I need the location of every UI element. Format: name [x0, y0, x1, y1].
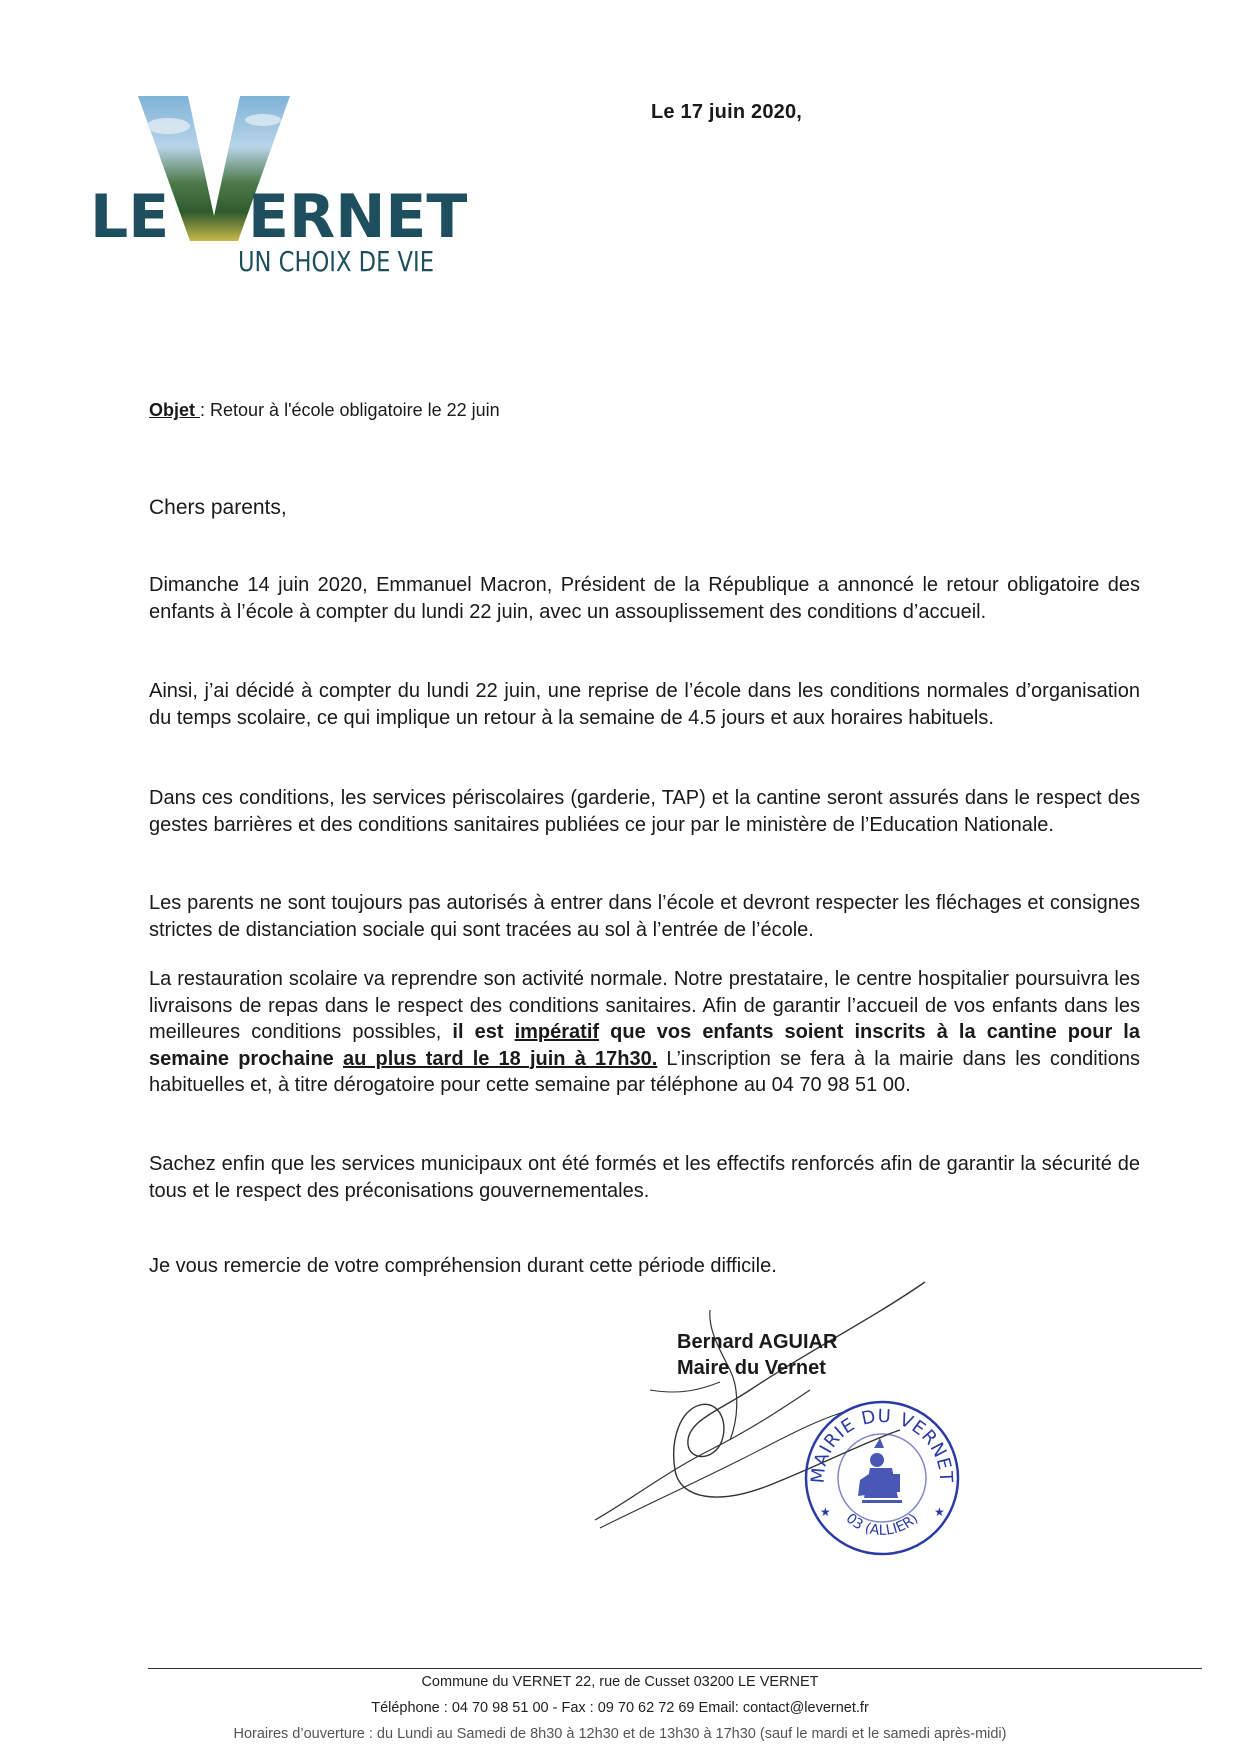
footer-opening-hours: Horaires d’ouverture : du Lundi au Samedi de 8h30 à 12h30 et de 13h30 à 17h30 (sauf le mardi et le samedi après-midi): [233, 1726, 1007, 1742]
footer-divider: [148, 1668, 1202, 1669]
footer-address: Commune du VERNET 22, rue de Cusset 03200 LE VERNET: [421, 1674, 819, 1690]
paragraph-municipal-services: Sachez enfin que les services municipaux ont été formés et les effectifs renforcés afin de garantir la sécurité de tous et le respect des préconisations gouvernementales.: [149, 1153, 1140, 1202]
canteen-bold-2: que vos enfants soient inscrits à la cantine pour la semaine prochaine: [149, 1021, 1140, 1070]
paragraph-parents-access: Les parents ne sont toujours pas autorisés à entrer dans l’école et devront respecter les fléchages et consignes strictes de distanciation sociale qui sont tracées au sol à l’entrée de l’école.: [149, 892, 1140, 941]
signatory-title: Maire du Vernet: [677, 1357, 826, 1379]
subject-line: [149, 400, 500, 421]
le-vernet-logo: [90, 96, 498, 306]
paragraph-school-resumption: Ainsi, j’ai décidé à compter du lundi 22 juin, une reprise de l’école dans les conditions normales d’organisation du temps scolaire, ce qui implique un retour à la semaine de 4.5 jours et aux horaires habituels.: [149, 680, 1140, 729]
svg-text:03 (ALLIER): 03 (ALLIER): [842, 1510, 922, 1539]
paragraph-periscolaire: Dans ces conditions, les services périscolaires (garderie, TAP) et la cantine seront assurés dans le respect des gestes barrières et des conditions sanitaires publiées ce jour par le ministère de l’Education Nationale.: [149, 787, 1140, 836]
logo-text-le: LE: [90, 182, 170, 252]
subject-separator: :: [200, 400, 211, 420]
footer-contact: Téléphone : 04 70 98 51 00 - Fax : 09 70 62 72 69 Email: contact@levernet.fr: [371, 1700, 869, 1716]
logo-text-ernet: ERNET: [248, 182, 468, 252]
subject-label: Objet: [149, 400, 201, 420]
canteen-text-registration: L’inscription se fera à la mairie dans les conditions habituelles et, à titre dérogatoire pour cette semaine par téléphone au 04 70 98 51 00.: [149, 1047, 1140, 1096]
paragraph-announcement: Dimanche 14 juin 2020, Emmanuel Macron, Président de la République a annoncé le retour obligatoire des enfants à l’école à compter du lundi 22 juin, avec un assouplissement des conditions d’accueil.: [149, 574, 1140, 623]
svg-text:★: ★: [934, 1505, 945, 1519]
mairie-stamp: [802, 1398, 962, 1558]
paragraph-canteen: [149, 966, 1140, 1099]
canteen-deadline: au plus tard le 18 juin à 17h30.: [342, 1047, 658, 1070]
logo-graphic: [90, 96, 498, 306]
svg-text:★: ★: [820, 1505, 831, 1519]
logo-tagline: UN CHOIX DE VIE: [238, 245, 434, 278]
letter-date: Le 17 juin 2020,: [651, 101, 803, 123]
salutation: Chers parents,: [149, 496, 287, 519]
canteen-text-intro: La restauration scolaire va reprendre son activité normale. Notre prestataire, le centre hospitalier poursuivra les livraisons de repas dans le respect des conditions sanitaires. Afin de garantir l’accueil de vos enfants dans les meilleures conditions possibles,: [149, 968, 1140, 1043]
subject-text: Retour à l'école obligatoire le 22 juin: [210, 400, 500, 420]
canteen-bold-1: il est: [452, 1021, 515, 1043]
paragraph-closing: Je vous remercie de votre compréhension durant cette période difficile.: [149, 1255, 777, 1277]
svg-text:MAIRIE DU VERNET: MAIRIE DU VERNET: [807, 1405, 957, 1484]
canteen-bold-imperatif: impératif: [514, 1021, 600, 1043]
signatory-name: Bernard AGUIAR: [677, 1331, 838, 1353]
